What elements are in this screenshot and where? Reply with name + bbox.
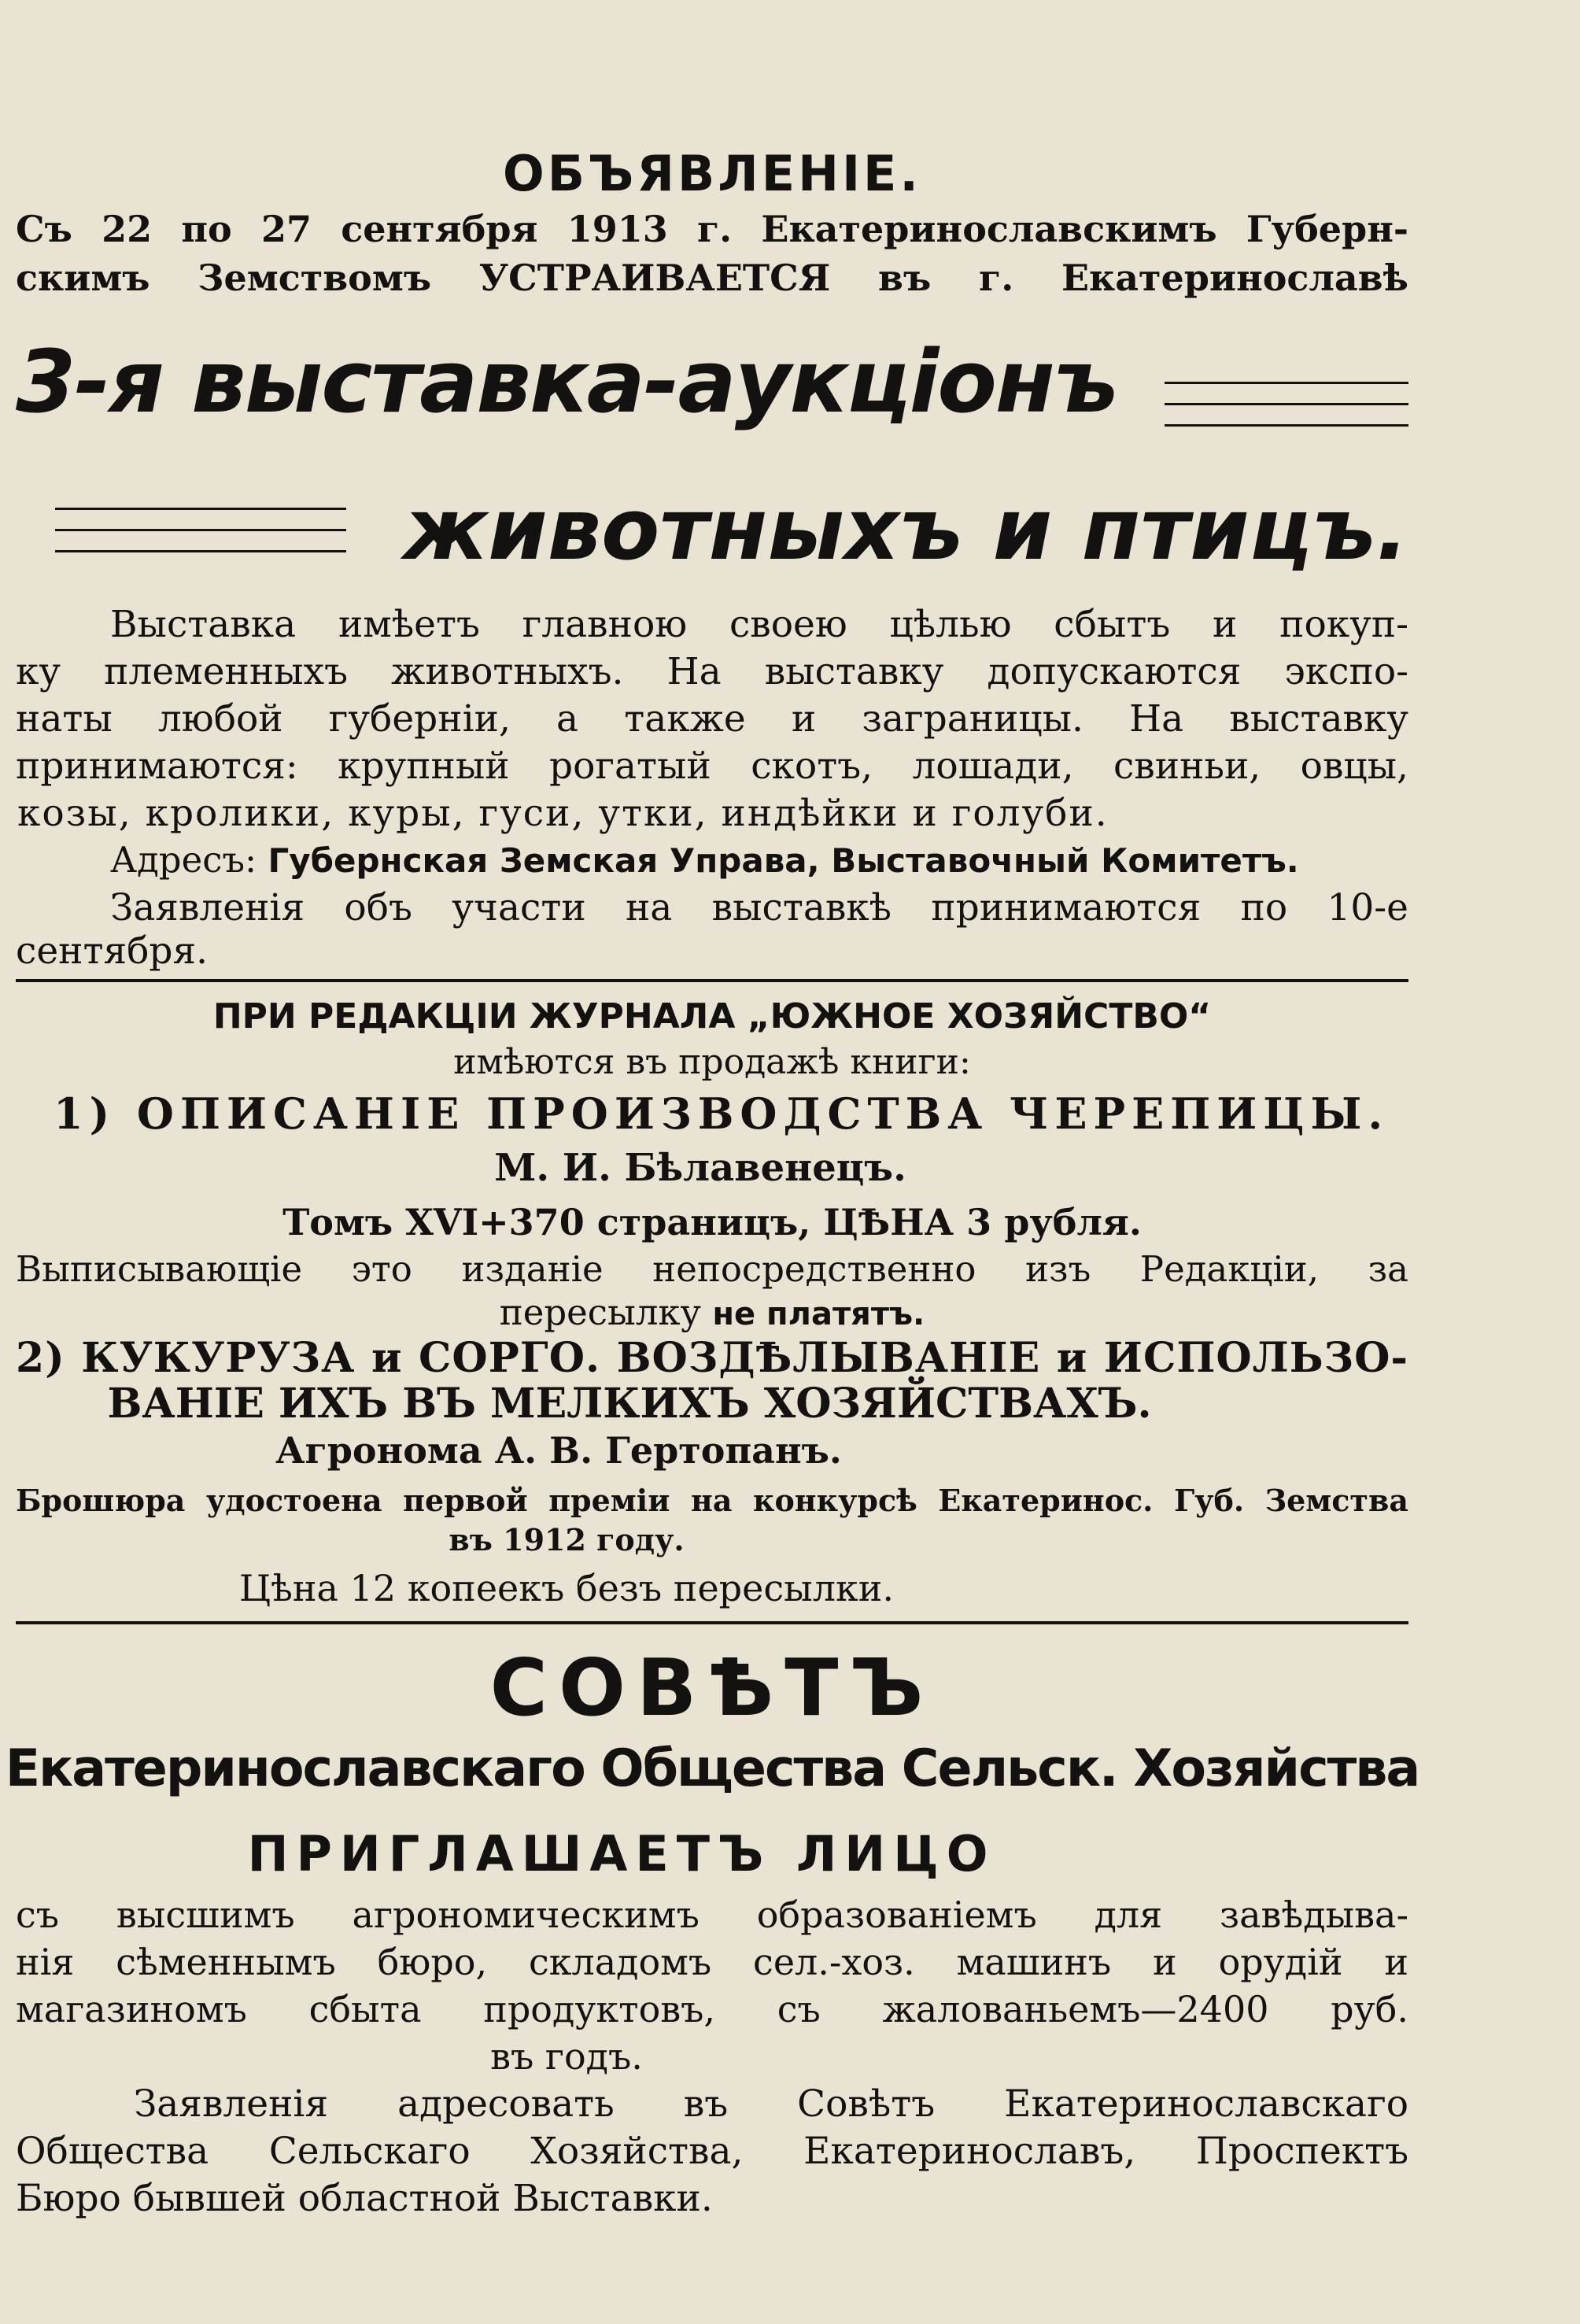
decorative-rule xyxy=(55,550,346,552)
council-body-line: нія сѣменнымъ бюро, складомъ сел.-хоз. машинъ и орудій и xyxy=(16,1941,1408,1983)
section-divider xyxy=(16,1621,1408,1624)
book2-award: въ 1912 году. xyxy=(449,1522,685,1557)
exhibition-title-line2: животныхъ и птицъ. xyxy=(403,481,1408,579)
book1-note xyxy=(16,1291,1408,1333)
address-value: Губернская Земская Управа, Выставочный Комитетъ. xyxy=(268,841,1299,880)
book2-title: 2) КУКУРУЗА и СОРГО. ВОЗДѢЛЫВАНІЕ и ИСПОЛЬЗО- xyxy=(16,1334,1408,1382)
books-subheader: имѣются въ продажѣ книги: xyxy=(453,1042,971,1082)
section-divider xyxy=(16,979,1408,982)
announcement-address xyxy=(110,839,1408,881)
book2-price: Цѣна 12 копеекъ безъ пересылки. xyxy=(239,1567,894,1609)
books-header: ПРИ РЕДАКЦІИ ЖУРНАЛА „ЮЖНОЕ ХОЗЯЙСТВО“ xyxy=(212,996,1212,1036)
book1-note-prefix: пересылку xyxy=(499,1291,702,1333)
announcement-deadline: сентября. xyxy=(16,929,209,973)
book2-award: Брошюра удостоена первой преміи на конкурсѣ Екатеринос. Губ. Земства xyxy=(16,1483,1408,1518)
book1-note-bold: не платятъ. xyxy=(712,1296,925,1332)
council-body-last: въ годъ. xyxy=(490,2035,643,2078)
exhibition-title-line1: 3-я выставка-аукціонъ xyxy=(16,331,1117,432)
book1-author: М. И. Бѣлавенецъ. xyxy=(494,1146,906,1190)
announcement-body-line: Выставка имѣетъ главною своею цѣлью сбытъ и покуп- xyxy=(110,603,1408,646)
announcement-body-line: козы, кролики, куры, гуси, утки, индѣйки и голуби. xyxy=(17,792,1109,835)
address-label: Адресъ: xyxy=(110,839,257,881)
book1-title: 1) ОПИСАНІЕ ПРОИЗВОДСТВА ЧЕРЕПИЦЫ. xyxy=(54,1088,1390,1139)
decorative-rule xyxy=(55,508,346,510)
book2-author: Агронома А. В. Гертопанъ. xyxy=(275,1429,842,1472)
council-apply-line: Общества Сельскаго Хозяйства, Екатеринославъ, Проспектъ xyxy=(16,2130,1408,2173)
council-body-line: магазиномъ сбыта продуктовъ, съ жалованьемъ—2400 руб. xyxy=(16,1988,1408,2030)
decorative-rule xyxy=(1165,403,1408,405)
announcement-intro-line: Съ 22 по 27 сентября 1913 г. Екатеринославскимъ Губерн- xyxy=(16,208,1408,250)
council-apply-line: Заявленія адресовать въ Совѣтъ Екатеринославскаго xyxy=(134,2082,1408,2126)
announcement-body-line: принимаются: крупный рогатый скотъ, лошади, свиньи, овцы, xyxy=(16,744,1408,788)
decorative-rule xyxy=(55,529,346,531)
announcement-heading: ОБЪЯВЛЕНІЕ. xyxy=(503,145,921,202)
council-heading: СОВѢТЪ xyxy=(489,1642,935,1734)
announcement-body-line: наты любой губерніи, а также и заграницы. На выставку xyxy=(16,697,1408,741)
council-invites: ПРИГЛАШАЕТЪ ЛИЦО xyxy=(247,1825,996,1882)
announcement-body-line: ку племенныхъ животныхъ. На выставку допускаются экспо- xyxy=(16,650,1408,693)
council-body-line: съ высшимъ агрономическимъ образованіемъ для завѣдыва- xyxy=(16,1894,1408,1936)
announcement-deadline: Заявленія объ участи на выставкѣ принимаются по 10-е xyxy=(110,886,1408,929)
decorative-rule xyxy=(1165,382,1408,384)
book1-price: Томъ XVI+370 страницъ, ЦѢНА 3 рубля. xyxy=(282,1201,1142,1243)
book1-note: Выписывающіе это изданіе непосредственно изъ Редакціи, за xyxy=(16,1248,1408,1290)
council-apply-line: Бюро бывшей областной Выставки. xyxy=(16,2177,713,2220)
announcement-intro-line: скимъ Земствомъ УСТРАИВАЕТСЯ въ г. Екатеринославѣ xyxy=(16,257,1408,299)
book2-title: ВАНІЕ ИХЪ ВЪ МЕЛКИХЪ ХОЗЯЙСТВАХЪ. xyxy=(107,1380,1152,1428)
council-subheading: Екатеринославскаго Общества Сельск. Хозяйства xyxy=(5,1739,1419,1798)
decorative-rule xyxy=(1165,424,1408,427)
